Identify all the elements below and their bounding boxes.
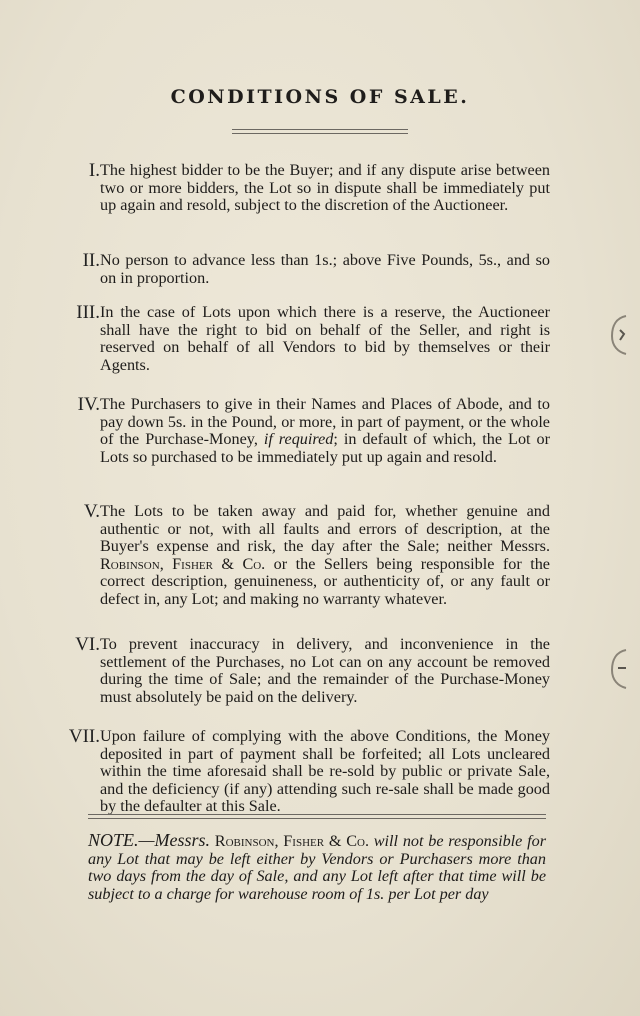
binding-hole-upper [606,312,632,358]
condition-text: In the case of Lots upon which there is a reserve, the Auctioneer shall have the right to bid on behalf of the Seller, and right is reserved on behalf of all Vendors to bid by themselves or their Agents. [100,303,550,374]
condition-number: II. [82,250,100,271]
condition-text-after: or the Sellers being responsible for the correct description, genuineness, or authenticity of, or any fault or defect in, any Lot; and making no warranty whatever. [100,554,550,608]
condition-text-before: The Purchasers to give in their Names and Places of Abode, and to pay down 5s. in the Pound, or more, in part of payment, or the whole of the Purchase-Money, [100,395,550,449]
condition-text-italic: if required [263,430,334,449]
condition-number: IV. [77,394,100,415]
note-heading: NOTE.—Messrs. [88,830,211,850]
condition-1 [88,160,550,215]
condition-number: III. [76,302,100,323]
condition-number: VI. [75,634,100,655]
note-firm-names: Robinson, Fisher & Co. [214,832,369,850]
condition-text: No person to advance less than 1s.; above Five Pounds, 5s., and so on in proportion. [100,251,550,287]
note-text: will not be responsible for any Lot that may be left either by Vendors or Purchasers more than two days from the day of Sale, and any Lot left after that time will be subject to a charge for warehouse room of 1s. per Lot per day [88,832,546,903]
condition-4 [77,394,550,466]
condition-text: The highest bidder to be the Buyer; and if any dispute arise between two or more bidders, the Lot so in dispute shall be immediately put up again and resold, subject to the discretion of the Auctioneer. [100,161,550,215]
page-title: CONDITIONS OF SALE. [170,86,470,108]
binding-hole-lower [606,646,632,692]
condition-2 [82,250,550,287]
condition-text-after: ; in default of which, the Lot or Lots so purchased to be immediately put up again and resold. [100,430,550,466]
condition-number: I. [88,160,100,181]
condition-6 [75,634,550,706]
note-paragraph [88,832,546,903]
title-divider [232,129,408,134]
condition-text: Upon failure of complying with the above Conditions, the Money deposited in part of payment shall be forfeited; all Lots uncleared within the time aforesaid shall be re-sold by public or private Sale, and the deficiency (if any) attending such re-sale shall be made good by the defaulter at this Sale. [100,727,550,816]
firm-names: Robinson, Fisher & Co. [100,554,266,573]
condition-text-before: The Lots to be taken away and paid for, whether genuine and authentic or not, with all faults and errors of description, at the Buyer's expense and risk, the day after the Sale; neither Messrs. [100,502,550,556]
condition-7 [68,726,550,816]
condition-number: VII. [68,726,100,747]
note-divider [88,814,546,819]
condition-3 [76,302,550,374]
condition-5 [83,501,550,609]
condition-text: To prevent inaccuracy in delivery, and inconvenience in the settlement of the Purchases, no Lot can on any account be removed during the time of Sale; and the remainder of the Purchase-Money must absolutely be paid on the delivery. [100,635,550,706]
condition-number: V. [83,501,100,522]
